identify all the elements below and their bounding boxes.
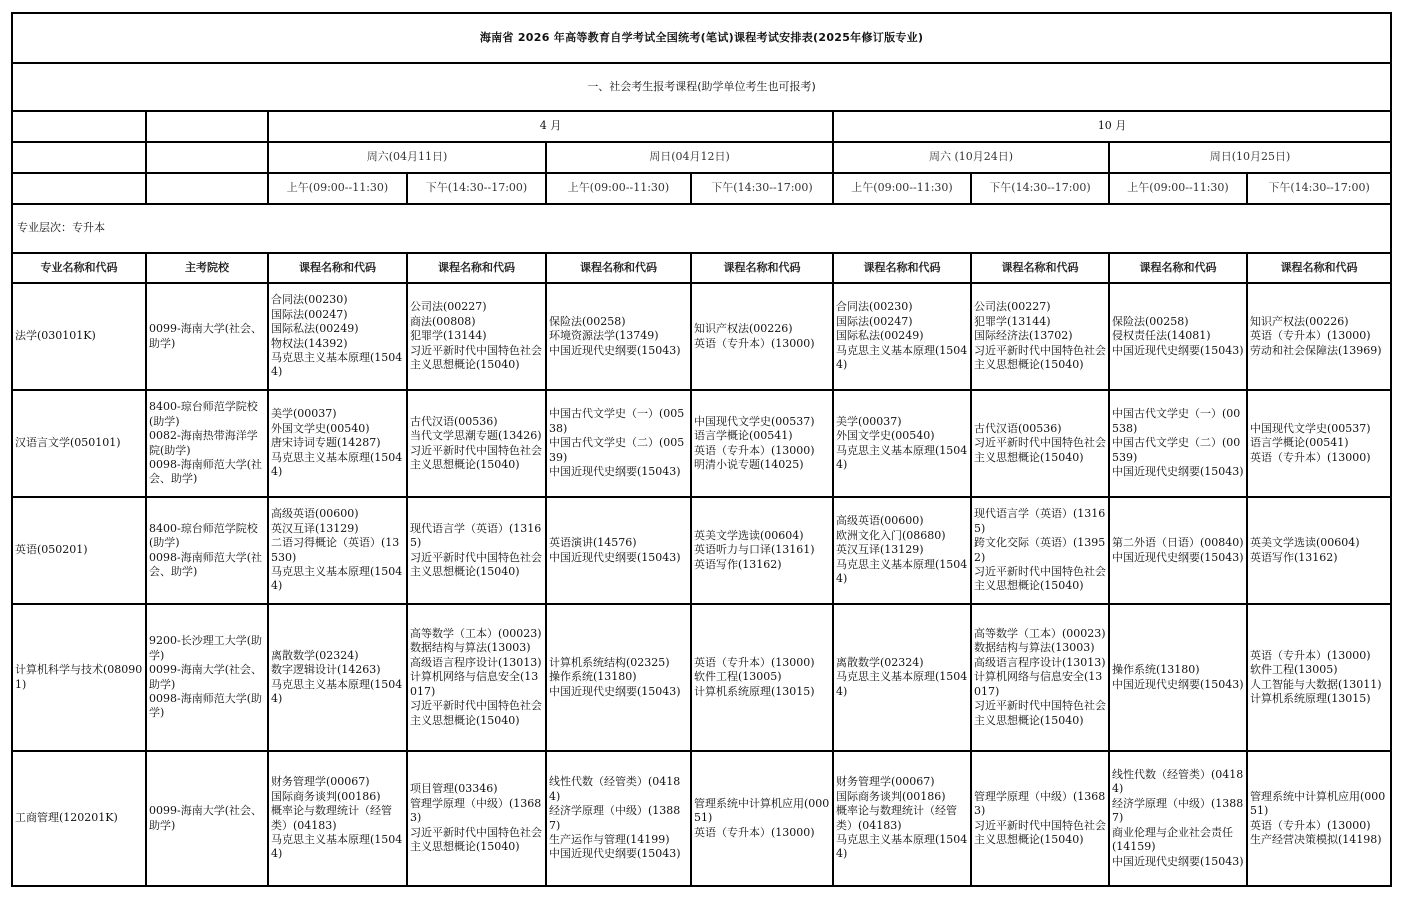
major-name-cell: 汉语言文学(050101)	[12, 390, 146, 497]
course-item: 英语（专升本）(13000)	[1250, 648, 1371, 662]
course-slot-cell	[407, 283, 546, 390]
course-item: 操作系统(13180)	[1112, 663, 1200, 677]
course-item: 中国近现代史纲要(15043)	[549, 465, 681, 479]
course-item: 跨文化交际（英语）(13952)	[974, 536, 1106, 564]
course-slot-cell	[691, 497, 833, 604]
course-item: 习近平新时代中国特色社会主义思想概论(15040)	[410, 443, 542, 471]
column-header-course: 课程名称和代码	[833, 253, 971, 283]
blank-cell	[12, 142, 146, 173]
course-item: 英汉互译(13129)	[836, 543, 924, 557]
course-item: 当代文学思潮专题(13426)	[410, 429, 542, 443]
course-slot-cell	[1247, 604, 1391, 751]
time-slot-header: 下午(14:30--17:00)	[1247, 173, 1391, 204]
course-item: 习近平新时代中国特色社会主义思想概论(15040)	[410, 343, 542, 372]
course-item: 概率论与数理统计（经管类）(04183)	[836, 804, 957, 832]
time-slot-header: 下午(14:30--17:00)	[407, 173, 546, 204]
course-item: 马克思主义基本原理(15044)	[271, 677, 403, 705]
course-item: 习近平新时代中国特色社会主义思想概论(15040)	[410, 825, 542, 854]
column-header-course: 课程名称和代码	[1109, 253, 1247, 283]
course-slot-cell	[833, 751, 971, 886]
column-header-course: 课程名称和代码	[1247, 253, 1391, 283]
course-item: 现代语言学（英语）(13165)	[974, 507, 1106, 535]
course-item: 离散数学(02324)	[271, 648, 359, 662]
course-slot-cell	[546, 283, 691, 390]
course-item: 国际商务谈判(00186)	[271, 789, 381, 803]
course-item: 英语（专升本）(13000)	[1250, 329, 1371, 343]
course-item: 数据结构与算法(13003)	[974, 641, 1095, 655]
course-item: 习近平新时代中国特色社会主义思想概论(15040)	[974, 343, 1106, 372]
column-header-course: 课程名称和代码	[407, 253, 546, 283]
course-item: 古代汉语(00536)	[974, 421, 1062, 435]
course-slot-cell	[971, 283, 1109, 390]
course-item: 保险法(00258)	[1112, 314, 1189, 328]
course-item: 概率论与数理统计（经管类）(04183)	[271, 804, 392, 832]
course-item: 外国文学史(00540)	[271, 421, 370, 435]
course-item: 物权法(14392)	[271, 336, 348, 350]
course-item: 高级语言程序设计(13013)	[974, 655, 1106, 669]
school-line: 8400-琼台师范学院校(助学)	[149, 400, 258, 428]
course-item: 国际商务谈判(00186)	[836, 789, 946, 803]
course-slot-cell	[268, 283, 407, 390]
course-slot-cell	[268, 390, 407, 497]
course-item: 习近平新时代中国特色社会主义思想概论(15040)	[410, 550, 542, 578]
course-item: 美学(00037)	[271, 407, 337, 421]
course-item: 高级英语(00600)	[836, 514, 924, 528]
course-slot-cell	[407, 604, 546, 751]
school-cell	[146, 390, 268, 497]
course-item: 离散数学(02324)	[836, 655, 924, 669]
course-slot-cell	[268, 497, 407, 604]
course-slot-cell	[407, 390, 546, 497]
school-cell	[146, 497, 268, 604]
course-item: 现代语言学（英语）(13165)	[410, 521, 542, 550]
school-cell	[146, 751, 268, 886]
course-slot-cell	[1247, 283, 1391, 390]
course-item: 侵权责任法(14081)	[1112, 329, 1211, 343]
course-item: 英语（专升本）(13000)	[1250, 818, 1371, 832]
course-item: 生产运作与管理(14199)	[549, 832, 670, 846]
course-item: 合同法(00230)	[836, 300, 913, 314]
course-slot-cell	[833, 604, 971, 751]
course-slot-cell	[691, 751, 833, 886]
school-line: 8400-琼台师范学院校(助学)	[149, 521, 258, 550]
major-name-cell: 工商管理(120201K)	[12, 751, 146, 886]
course-item: 中国近现代史纲要(15043)	[1112, 550, 1244, 564]
course-item: 保险法(00258)	[549, 314, 626, 328]
course-item: 高级语言程序设计(13013)	[410, 655, 542, 669]
school-line: 9200-长沙理工大学(助学)	[149, 634, 263, 662]
course-slot-cell	[971, 497, 1109, 604]
course-item: 第二外语（日语）(00840)	[1112, 536, 1244, 550]
course-slot-cell	[691, 604, 833, 751]
course-item: 英语听力与口译(13161)	[694, 543, 815, 557]
school-line: 0099-海南大学(社会、助学)	[149, 804, 263, 832]
course-item: 古代汉语(00536)	[410, 414, 498, 428]
time-slot-header: 上午(09:00--11:30)	[268, 173, 407, 204]
course-item: 国际私法(00249)	[271, 322, 359, 336]
course-slot-cell	[1247, 497, 1391, 604]
course-item: 合同法(00230)	[271, 293, 348, 307]
course-item: 习近平新时代中国特色社会主义思想概论(15040)	[410, 699, 542, 727]
course-item: 马克思主义基本原理(15044)	[271, 564, 403, 593]
course-item: 英语写作(13162)	[1250, 550, 1338, 564]
school-line: 0099-海南大学(社会、助学)	[149, 322, 263, 350]
course-item: 中国古代文学史（一）(00538)	[549, 407, 685, 435]
major-name-cell: 英语(050201)	[12, 497, 146, 604]
course-item: 英语（专升本）(13000)	[1250, 450, 1371, 464]
course-item: 英语（专升本）(13000)	[694, 443, 815, 457]
month-header-april: 4 月	[268, 111, 833, 142]
course-item: 操作系统(13180)	[549, 670, 637, 684]
course-item: 知识产权法(00226)	[694, 322, 793, 336]
course-slot-cell	[407, 751, 546, 886]
course-slot-cell	[833, 283, 971, 390]
course-slot-cell	[1109, 283, 1247, 390]
course-slot-cell	[971, 390, 1109, 497]
course-slot-cell	[971, 751, 1109, 886]
course-item: 马克思主义基本原理(15044)	[836, 670, 968, 698]
course-slot-cell	[971, 604, 1109, 751]
day-header: 周日(10月25日)	[1109, 142, 1391, 173]
course-item: 中国古代文学史（二）(00539)	[549, 436, 685, 464]
course-slot-cell	[546, 390, 691, 497]
course-item: 语言学概论(00541)	[694, 429, 793, 443]
course-item: 马克思主义基本原理(15044)	[271, 832, 403, 861]
course-item: 中国古代文学史（二）(00539)	[1112, 436, 1241, 464]
month-header-october: 10 月	[833, 111, 1391, 142]
course-item: 国际经济法(13702)	[974, 329, 1073, 343]
schedule-rows	[12, 283, 1391, 886]
course-item: 中国近现代史纲要(15043)	[1112, 343, 1244, 357]
course-item: 软件工程(13005)	[1250, 663, 1338, 677]
course-item: 马克思主义基本原理(15044)	[836, 343, 968, 372]
course-item: 计算机网络与信息安全(13017)	[974, 670, 1103, 698]
blank-cell	[146, 111, 268, 142]
blank-cell	[146, 173, 268, 204]
column-header-major: 专业名称和代码	[12, 253, 146, 283]
course-item: 管理学原理（中级）(13683)	[974, 789, 1106, 818]
school-line: 0082-海南热带海洋学院(助学)	[149, 429, 258, 457]
time-slot-header: 上午(09:00--11:30)	[1109, 173, 1247, 204]
column-header-course: 课程名称和代码	[546, 253, 691, 283]
course-item: 财务管理学(00067)	[271, 775, 370, 789]
course-item: 英美文学选读(00604)	[694, 528, 804, 542]
course-item: 商业伦理与企业社会责任(14159)	[1112, 825, 1233, 854]
course-item: 外国文学史(00540)	[836, 429, 935, 443]
course-item: 高等数学（工本）(00023)	[974, 627, 1106, 641]
course-item: 计算机系统原理(13015)	[1250, 691, 1371, 705]
course-item: 习近平新时代中国特色社会主义思想概论(15040)	[974, 818, 1106, 846]
school-cell	[146, 604, 268, 751]
course-item: 计算机网络与信息安全(13017)	[410, 670, 539, 698]
time-slot-header: 上午(09:00--11:30)	[833, 173, 971, 204]
course-item: 公司法(00227)	[974, 300, 1051, 314]
day-header: 周六(04月11日)	[268, 142, 546, 173]
course-item: 人工智能与大数据(13011)	[1250, 677, 1382, 691]
page-title: 海南省 2026 年高等教育自学考试全国统考(笔试)课程考试安排表(2025年修订版专业)	[12, 13, 1391, 63]
course-item: 马克思主义基本原理(15044)	[836, 443, 968, 471]
course-item: 管理系统中计算机应用(00051)	[694, 796, 830, 825]
blank-cell	[146, 142, 268, 173]
course-item: 计算机系统原理(13015)	[694, 684, 815, 698]
course-slot-cell	[1109, 751, 1247, 886]
course-item: 习近平新时代中国特色社会主义思想概论(15040)	[974, 564, 1106, 593]
course-item: 马克思主义基本原理(15044)	[836, 832, 968, 861]
course-slot-cell	[691, 390, 833, 497]
column-header-course: 课程名称和代码	[691, 253, 833, 283]
course-item: 犯罪学(13144)	[974, 314, 1051, 328]
course-item: 公司法(00227)	[410, 300, 487, 314]
course-item: 英语（专升本）(13000)	[694, 825, 815, 839]
course-item: 环境资源法学(13749)	[549, 329, 659, 343]
course-item: 英语（专升本）(13000)	[694, 655, 815, 669]
course-item: 生产经营决策模拟(14198)	[1250, 832, 1382, 846]
column-header-school: 主考院校	[146, 253, 268, 283]
course-item: 欧洲文化入门(08680)	[836, 528, 946, 542]
course-item: 计算机系统结构(02325)	[549, 655, 670, 669]
course-slot-cell	[1247, 390, 1391, 497]
course-item: 商法(00808)	[410, 314, 476, 328]
major-name-cell: 法学(030101K)	[12, 283, 146, 390]
course-item: 语言学概论(00541)	[1250, 436, 1349, 450]
school-cell	[146, 283, 268, 390]
course-item: 知识产权法(00226)	[1250, 314, 1349, 328]
course-slot-cell	[268, 751, 407, 886]
course-item: 中国近现代史纲要(15043)	[549, 343, 681, 357]
course-item: 唐宋诗词专题(14287)	[271, 436, 381, 450]
time-slot-header: 上午(09:00--11:30)	[546, 173, 691, 204]
course-slot-cell	[833, 390, 971, 497]
table-row	[12, 604, 1391, 751]
course-item: 美学(00037)	[836, 414, 902, 428]
course-slot-cell	[1247, 751, 1391, 886]
section-subtitle: 一、社会考生报考课程(助学单位考生也可报考)	[12, 63, 1391, 111]
level-heading: 专业层次：专升本	[12, 204, 1391, 253]
school-line: 0098-海南师范大学(社会、助学)	[149, 457, 263, 486]
table-row	[12, 497, 1391, 604]
course-item: 高级英语(00600)	[271, 507, 359, 521]
course-item: 英语写作(13162)	[694, 557, 782, 571]
time-slot-header: 下午(14:30--17:00)	[691, 173, 833, 204]
table-row	[12, 390, 1391, 497]
course-item: 劳动和社会保障法(13969)	[1250, 343, 1382, 357]
course-slot-cell	[691, 283, 833, 390]
course-item: 明清小说专题(14025)	[694, 457, 804, 471]
table-row	[12, 751, 1391, 886]
course-item: 软件工程(13005)	[694, 670, 782, 684]
course-item: 管理学原理（中级）(13683)	[410, 796, 542, 825]
course-item: 英语演讲(14576)	[549, 536, 637, 550]
course-item: 管理系统中计算机应用(00051)	[1250, 789, 1386, 818]
course-item: 中国近现代史纲要(15043)	[549, 550, 681, 564]
course-item: 中国近现代史纲要(15043)	[1112, 677, 1244, 691]
course-item: 中国近现代史纲要(15043)	[549, 684, 681, 698]
time-slot-header: 下午(14:30--17:00)	[971, 173, 1109, 204]
course-item: 财务管理学(00067)	[836, 775, 935, 789]
course-item: 国际私法(00249)	[836, 329, 924, 343]
course-item: 中国近现代史纲要(15043)	[549, 847, 681, 861]
course-item: 数字逻辑设计(14263)	[271, 663, 381, 677]
course-slot-cell	[407, 497, 546, 604]
column-header-course: 课程名称和代码	[268, 253, 407, 283]
table-row	[12, 283, 1391, 390]
blank-cell	[12, 173, 146, 204]
course-item: 英汉互译(13129)	[271, 521, 359, 535]
course-item: 经济学原理（中级）(13887)	[549, 804, 681, 832]
course-slot-cell	[1109, 497, 1247, 604]
course-item: 国际法(00247)	[271, 307, 348, 321]
course-item: 中国现代文学史(00537)	[694, 414, 815, 428]
course-item: 线性代数（经管类）(04184)	[549, 775, 681, 803]
course-item: 线性代数（经管类）(04184)	[1112, 768, 1244, 796]
course-item: 马克思主义基本原理(15044)	[271, 350, 403, 379]
blank-cell	[12, 111, 146, 142]
course-slot-cell	[833, 497, 971, 604]
course-slot-cell	[546, 751, 691, 886]
course-item: 高等数学（工本）(00023)	[410, 627, 542, 641]
course-item: 二语习得概论（英语）(13530)	[271, 536, 400, 564]
course-item: 国际法(00247)	[836, 314, 913, 328]
course-slot-cell	[1109, 604, 1247, 751]
exam-schedule-table	[11, 12, 1392, 887]
course-item: 英语（专升本）(13000)	[694, 336, 815, 350]
day-header: 周日(04月12日)	[546, 142, 833, 173]
course-item: 习近平新时代中国特色社会主义思想概论(15040)	[974, 436, 1106, 464]
course-item: 项目管理(03346)	[410, 782, 498, 796]
course-item: 中国现代文学史(00537)	[1250, 421, 1371, 435]
column-header-course: 课程名称和代码	[971, 253, 1109, 283]
course-item: 英美文学选读(00604)	[1250, 536, 1360, 550]
day-header: 周六 (10月24日)	[833, 142, 1109, 173]
course-item: 数据结构与算法(13003)	[410, 641, 531, 655]
course-item: 习近平新时代中国特色社会主义思想概论(15040)	[974, 699, 1106, 727]
course-slot-cell	[1109, 390, 1247, 497]
course-item: 马克思主义基本原理(15044)	[836, 557, 968, 586]
course-slot-cell	[546, 604, 691, 751]
major-name-cell: 计算机科学与技术(080901)	[12, 604, 146, 751]
school-line: 0098-海南师范大学(社会、助学)	[149, 550, 263, 578]
school-line: 0098-海南师范大学(助学)	[149, 691, 263, 720]
course-slot-cell	[546, 497, 691, 604]
course-item: 中国近现代史纲要(15043)	[1112, 465, 1244, 479]
course-item: 中国古代文学史（一）(00538)	[1112, 407, 1241, 435]
course-slot-cell	[268, 604, 407, 751]
school-line: 0099-海南大学(社会、助学)	[149, 663, 263, 691]
course-item: 中国近现代史纲要(15043)	[1112, 854, 1244, 868]
course-item: 犯罪学(13144)	[410, 329, 487, 343]
course-item: 经济学原理（中级）(13887)	[1112, 796, 1244, 825]
course-item: 马克思主义基本原理(15044)	[271, 450, 403, 479]
